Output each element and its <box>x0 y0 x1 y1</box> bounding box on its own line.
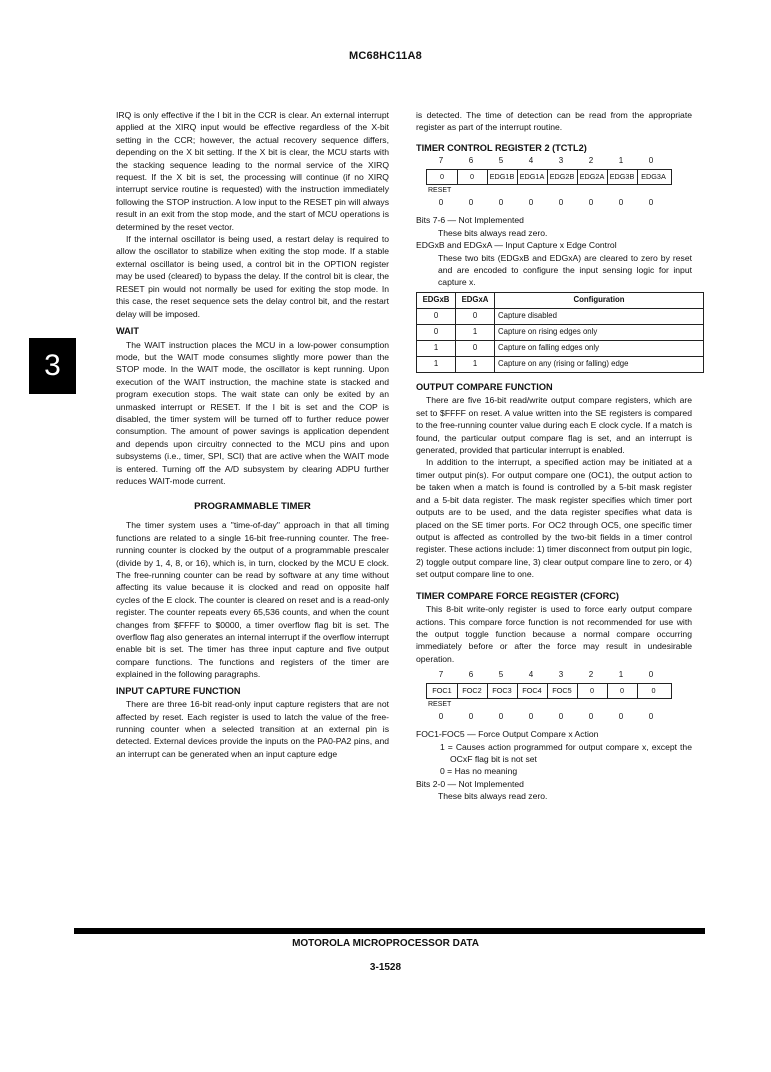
reset-value: 0 <box>468 712 474 722</box>
tctl2-bit-descriptions <box>416 214 692 288</box>
programmable-timer-heading: PROGRAMMABLE TIMER <box>194 501 311 513</box>
bit-number: 4 <box>528 156 534 166</box>
reset-value: 0 <box>528 198 534 208</box>
reset-value: 0 <box>588 712 594 722</box>
bit-field: FOC2 <box>457 684 488 698</box>
reset-value: 0 <box>558 712 564 722</box>
reset-value: 0 <box>648 712 654 722</box>
section-tab: 3 <box>29 338 76 394</box>
bits-7-6-title: Bits 7-6 — Not Implemented <box>416 215 524 226</box>
output-compare-paragraph-2: In addition to the interrupt, a specified action may be initiated at a timer output pin(s). For output compare one (OC1), the output action to be taken when a match is found is controlled by a 5-bit mask register and a 5-bit data register. The mask register specifies which timer port outputs are to be used, and the data register specifies what data is placed on the SE timer ports. For OC2 through OC5, one specific timer output is affected as controlled by the two-bit fields in a timer control register. These actions include: 1) timer disconnect from output pin logic, 2) toggle output compare line, 3) clear output compare line to zero, or 4) set output compare line to one. <box>416 457 692 580</box>
edge-configuration-table <box>416 292 704 373</box>
reset-value: 0 <box>588 198 594 208</box>
bit-number: 4 <box>528 670 534 680</box>
table-header: EDGxA <box>456 292 495 308</box>
cforc-bit-fields <box>426 683 672 699</box>
bit-field: EDG2B <box>547 170 578 184</box>
table-row <box>417 324 704 340</box>
table-row <box>417 308 704 324</box>
table-row <box>417 356 704 372</box>
foc-title: FOC1-FOC5 — Force Output Compare x Action <box>416 729 599 740</box>
table-cell: Capture disabled <box>495 308 704 324</box>
table-header: Configuration <box>495 292 704 308</box>
reset-value-row <box>416 711 676 723</box>
bit-number-row <box>416 155 676 167</box>
output-compare-heading: OUTPUT COMPARE FUNCTION <box>416 381 553 392</box>
bit-field: 0 <box>651 686 656 696</box>
bits-7-6-desc: These bits always read zero. <box>438 227 548 238</box>
bit-number: 2 <box>588 670 594 680</box>
tctl2-register-diagram <box>416 155 692 213</box>
right-column <box>416 109 692 803</box>
table-cell: Capture on any (rising or falling) edge <box>495 356 704 372</box>
bit-field: FOC5 <box>547 684 578 698</box>
output-compare-paragraph-1: There are five 16-bit read/write output compare registers, which are set to $FFFF on reset. A value written into the SE registers is compared to the free-running counter value during each E clock cycle. If a match is found, the particular output compare flag is set, and an interrupt is generated, provided that particular interrupt is enabled. <box>416 395 692 456</box>
reset-value: 0 <box>618 198 624 208</box>
table-cell: 1 <box>456 324 495 340</box>
bit-number: 0 <box>648 156 654 166</box>
tctl2-bit-fields <box>426 169 672 185</box>
reset-value-row <box>416 197 676 209</box>
bit-number: 1 <box>618 670 624 680</box>
stop-paragraph-2: If the internal oscillator is being used, a restart delay is required to allow the oscillator to stabilize when exiting the stop mode. If a stable external oscillator is being used, a control bit in the OPTION register may be used (cleared) to bypass the delay. If the control bit is clear, the RESET pin would not normally be used for exiting the stop mode. In this case, the reset sequence sets the delay control bit, and the restart delay will be imposed. <box>116 234 389 319</box>
bit-number: 1 <box>618 156 624 166</box>
wait-heading: WAIT <box>116 325 139 336</box>
bit-field: FOC1 <box>427 684 458 698</box>
table-cell: Capture on rising edges only <box>495 324 704 340</box>
reset-value: 0 <box>438 712 444 722</box>
bit-number: 0 <box>648 670 654 680</box>
reset-value: 0 <box>438 198 444 208</box>
bit-field: EDG1B <box>487 170 518 184</box>
bit-field: EDG2A <box>577 170 608 184</box>
bit-field: EDG3B <box>607 170 638 184</box>
reset-value: 0 <box>498 198 504 208</box>
bit-field: 0 <box>607 684 638 698</box>
table-cell: 0 <box>456 340 495 356</box>
tctl2-heading: TIMER CONTROL REGISTER 2 (TCTL2) <box>416 142 587 153</box>
edg-title: EDGxB and EDGxA — Input Capture x Edge Control <box>416 240 617 251</box>
stop-paragraph-1: IRQ is only effective if the I bit in the CCR is clear. An external interrupt applied at the XIRQ input would be effective regardless of the X-bit setting in the CCR; however, the actual recovery sequence differs, depending on the X bit setting. If the X bit is clear, the MCU starts with the stacking sequence leading to the normal service of the XIRQ request. If the X bit is set, the processing will continue (if no XIRQ interrupt service routine is requested) with the instruction immediately following the STOP instruction. A low input to the RESET pin will always result in an exit from the stop mode, and the start of MCU operations is determined by the reset vector. <box>116 110 389 232</box>
footer-title: MOTOROLA MICROPROCESSOR DATA <box>292 938 479 949</box>
cforc-register-diagram <box>416 669 692 727</box>
page-number: 3-1528 <box>369 962 402 973</box>
reset-label: RESET <box>428 701 452 709</box>
reset-value: 0 <box>468 198 474 208</box>
bit-number: 3 <box>558 670 564 680</box>
table-cell: 1 <box>417 340 456 356</box>
input-capture-heading: INPUT CAPTURE FUNCTION <box>116 685 241 696</box>
table-cell: 1 <box>456 356 495 372</box>
bit-number: 6 <box>468 670 474 680</box>
input-capture-paragraph: There are three 16-bit read-only input capture registers that are not affected by reset. Each register is used to latch the value of the free-running counter when a selected transition at an external pin is detected. External devices provide the inputs on the PA0-PA2 pins, and an interrupt can be generated when an input capture edge <box>116 699 389 759</box>
table-row <box>417 340 704 356</box>
left-column <box>116 109 389 760</box>
bit-number: 3 <box>558 156 564 166</box>
bit-number: 7 <box>438 156 444 166</box>
cforc-heading: TIMER COMPARE FORCE REGISTER (CFORC) <box>416 590 619 601</box>
timer-paragraph: The timer system uses a "time-of-day" approach in that all timing functions are related to a single 16-bit free-running counter. The free-running counter is clocked by the output of a programmable prescaler (divide by 1, 4, 8, or 16), which is, in turn, clocked by the MCU E clock. The free-running counter can be read by software at any time without affecting its value because it is clocked and read on opposite half cycles of the E clock. The counter is cleared on reset and is a read-only register. The counter repeats every 65,536 counts, and when the count changes from $FFFF to $0000, a timer overflow flag bit is set. The overflow flag also generates an internal interrupt if the overflow interrupt enable bit is set. The timer has three input capture and five output compare functions. The functions and registers of the timer are explained in the following paragraphs. <box>116 520 389 680</box>
table-cell: 0 <box>456 308 495 324</box>
reset-value: 0 <box>558 198 564 208</box>
bit-number: 2 <box>588 156 594 166</box>
bit-field: FOC3 <box>487 684 518 698</box>
bit-number: 5 <box>498 156 504 166</box>
table-cell: 0 <box>417 324 456 340</box>
bits-2-0-title: Bits 2-0 — Not Implemented <box>416 778 524 789</box>
footer-rule <box>74 928 705 934</box>
foc-one-desc: 1 = Causes action programmed for output compare x, except the OCxF flag bit is not set <box>440 741 692 764</box>
bit-field: 0 <box>457 170 488 184</box>
bit-number: 5 <box>498 670 504 680</box>
input-capture-continuation: is detected. The time of detection can be read from the appropriate register as part of the interrupt routine. <box>416 110 692 133</box>
reset-value: 0 <box>528 712 534 722</box>
bit-field: FOC4 <box>517 684 548 698</box>
table-cell: 0 <box>417 308 456 324</box>
bit-field: 0 <box>577 684 608 698</box>
page-header: MC68HC11A8 <box>349 50 422 62</box>
cforc-bit-descriptions <box>416 728 692 802</box>
table-header-row <box>417 292 704 308</box>
bit-field: EDG3A <box>641 172 666 182</box>
cforc-paragraph: This 8-bit write-only register is used to force early output compare actions. This compare force function is not recommended for use with the output toggle function because a normal compare occurring immediately before or after the force may result in undesirable operation. <box>416 604 692 664</box>
bit-field: 0 <box>427 170 458 184</box>
bit-number: 7 <box>438 670 444 680</box>
reset-value: 0 <box>648 198 654 208</box>
bit-number-row <box>416 669 676 681</box>
bit-field: EDG1A <box>517 170 548 184</box>
bits-2-0-desc: These bits always read zero. <box>438 791 548 802</box>
reset-value: 0 <box>618 712 624 722</box>
foc-zero-desc: 0 = Has no meaning <box>440 766 518 777</box>
table-header: EDGxB <box>417 292 456 308</box>
edg-desc: These two bits (EDGxB and EDGxA) are cleared to zero by reset and are encoded to configure the input sensing logic for input capture x. <box>438 252 692 288</box>
table-cell: Capture on falling edges only <box>495 340 704 356</box>
bit-number: 6 <box>468 156 474 166</box>
reset-value: 0 <box>498 712 504 722</box>
table-cell: 1 <box>417 356 456 372</box>
wait-paragraph: The WAIT instruction places the MCU in a low-power consumption mode, but the WAIT mode consumes slightly more power than the STOP mode. In the WAIT mode, the oscillator is kept running. Upon execution of the WAIT instruction, the machine state is stacked and program execution stops. The wait state can only be exited by an unmasked interrupt or RESET. If the I bit is set and the COP is disabled, the timer system will be turned off to further reduce power consumption. The amount of power savings is application dependent and depends upon circuitry connected to the MCU pins and upon subsystems (i.e., timer, SPI, SCI) that are active when the WAIT mode is entered. Turning off the A/D subsystem by clearing ADPU further reduces WAIT-mode current. <box>116 339 389 486</box>
reset-label: RESET <box>428 187 452 195</box>
